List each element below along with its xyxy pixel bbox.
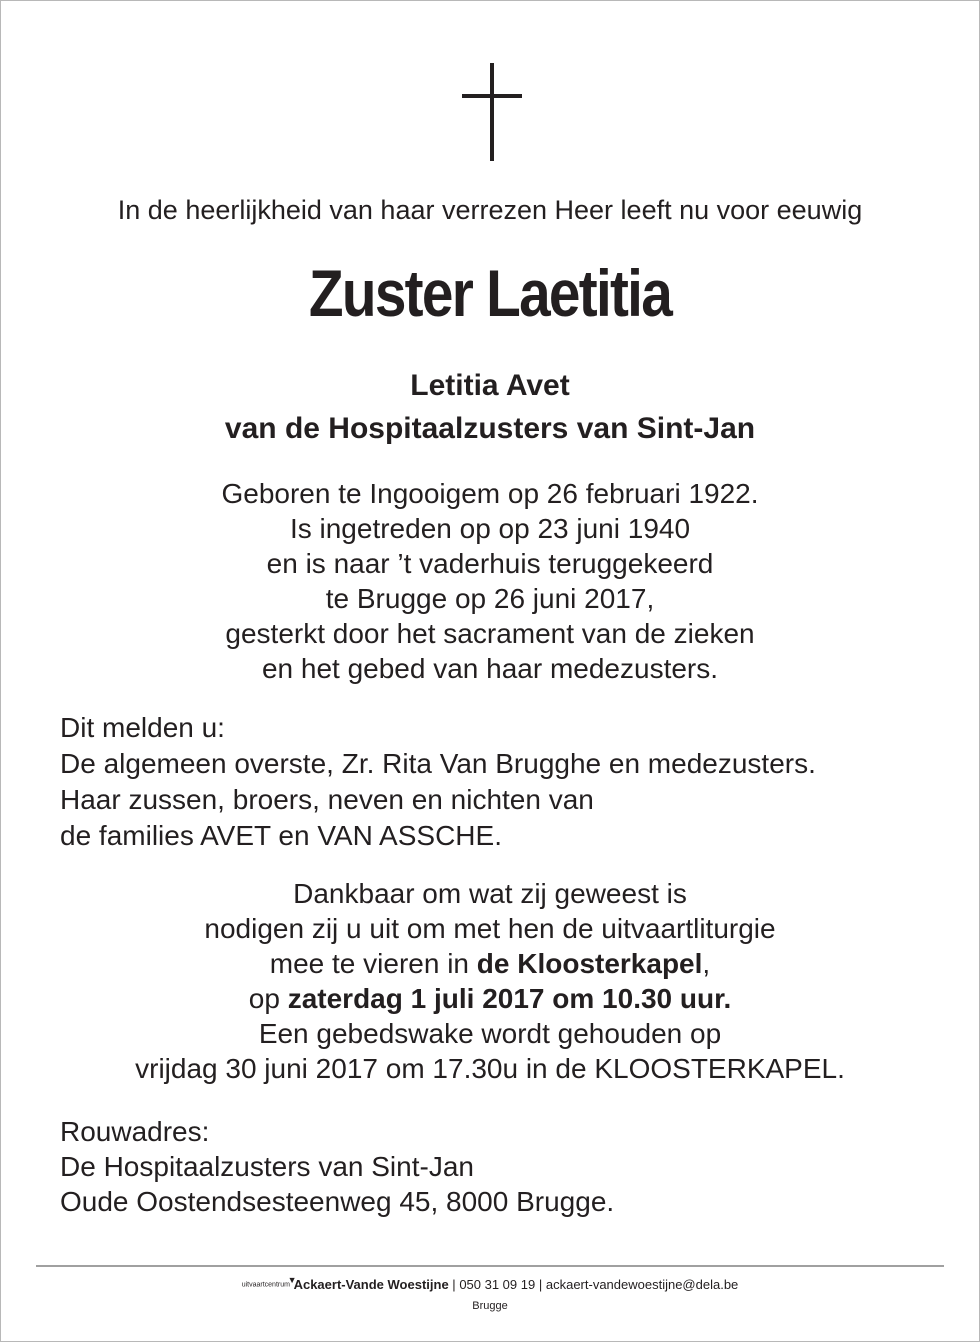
- invitation-line: nodigen zij u uit om met hen de uitvaartliturgie: [204, 913, 776, 944]
- announcer-line: Dit melden u:: [60, 712, 225, 743]
- invitation-date: op zaterdag 1 juli 2017 om 10.30 uur.: [248, 983, 732, 1014]
- life-line: en is naar ’t vaderhuis teruggekeerd: [266, 548, 714, 579]
- footer-divider: [36, 1265, 944, 1267]
- invitation-line: Dankbaar om wat zij geweest is: [293, 878, 687, 909]
- life-line: Is ingetreden op op 23 juni 1940: [289, 513, 691, 544]
- footer: uitvaartcentrum ▼ Ackaert-Vande Woestijne | 050 31 09 19 | ackaert-vandewoestijne@dela.be: [1, 1276, 979, 1295]
- firm-city: Brugge: [472, 1300, 508, 1312]
- announcer-line: Haar zussen, broers, neven en nichten van: [60, 784, 594, 815]
- life-line: gesterkt door het sacrament van de zieken: [225, 618, 755, 649]
- venue-name: de Kloosterkapel: [476, 948, 703, 979]
- intro-text: In de heerlijkheid van haar verrezen Heer leeft nu voor eeuwig: [117, 195, 863, 225]
- address-line: De Hospitaalzusters van Sint-Jan: [60, 1151, 474, 1182]
- invitation-venue: mee te vieren in de Kloosterkapel,: [269, 948, 711, 979]
- invitation-line: vrijdag 30 juni 2017 om 17.30u in de KLOOSTERKAPEL.: [135, 1053, 845, 1084]
- life-line: te Brugge op 26 juni 2017,: [325, 583, 655, 614]
- life-line: en het gebed van haar medezusters.: [261, 653, 719, 684]
- deceased-name: Zuster Laetitia: [308, 256, 672, 330]
- congregation: van de Hospitaalzusters van Sint-Jan: [224, 412, 756, 445]
- announcer-line: de families AVET en VAN ASSCHE.: [60, 820, 502, 851]
- firm-phone: 050 31 09 19: [459, 1277, 536, 1292]
- invitation-line: Een gebedswake wordt gehouden op: [258, 1018, 722, 1049]
- life-line: Geboren te Ingooigem op 26 februari 1922.: [221, 478, 759, 509]
- announcer-line: De algemeen overste, Zr. Rita Van Brugghe en medezusters.: [60, 748, 816, 779]
- funeral-datetime: zaterdag 1 juli 2017 om 10.30 uur.: [287, 983, 732, 1014]
- footer-prefix: uitvaartcentrum: [241, 1281, 290, 1289]
- address-line: Rouwadres:: [60, 1116, 210, 1147]
- address-line: Oude Oostendsesteenweg 45, 8000 Brugge.: [60, 1186, 615, 1217]
- cross-icon: [462, 63, 522, 161]
- triangle-icon: ▼: [287, 1275, 297, 1285]
- civil-name: Letitia Avet: [410, 369, 570, 402]
- firm-email: ackaert-vandewoestijne@dela.be: [545, 1277, 739, 1292]
- firm-name: ▼ Ackaert-Vande Woestijne: [294, 1277, 449, 1292]
